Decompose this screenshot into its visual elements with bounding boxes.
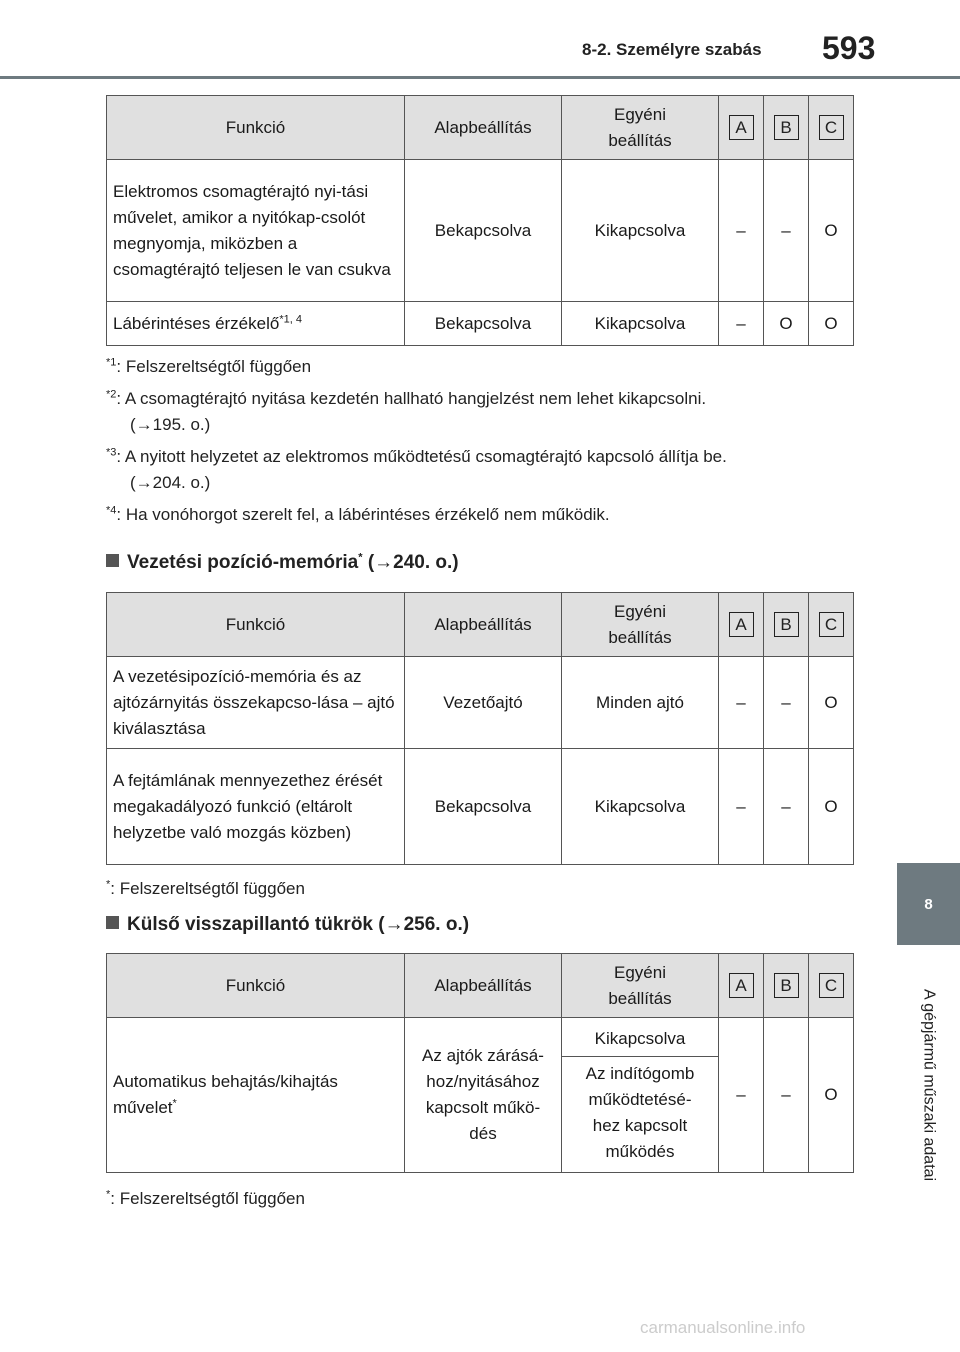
- table-header-row: [107, 593, 854, 657]
- col-function: Funkció: [107, 96, 405, 160]
- cell-b: –: [764, 160, 809, 302]
- table-row: [107, 160, 854, 302]
- section-heading-memory: Vezetési pozíció-memória* (→240. o.): [106, 552, 459, 574]
- cell-default: Bekapcsolva: [405, 160, 562, 302]
- cell-b: –: [764, 657, 809, 749]
- cell-custom: Kikapcsolva: [562, 160, 719, 302]
- footnote-2: *: Felszereltségtől függően: [106, 878, 305, 898]
- footnote: $^{*2}$: A csomagtérajtó nyitása kezdetén hallható hangjelzést nem lehet kikapcsolni. (→195. o.): [106, 388, 707, 434]
- cell-function: A fejtámlának mennyezethez érését megakadályozó funkció (eltárolt helyzetbe való mozgás közben): [107, 749, 405, 865]
- col-a: A: [719, 96, 764, 160]
- custom-option-2: Az indítógomb működtetésé-hez kapcsolt működés: [585, 1064, 695, 1161]
- cell-custom: Minden ajtó: [562, 657, 719, 749]
- chapter-number: 8: [924, 895, 933, 913]
- chapter-label: [897, 955, 960, 1215]
- col-c: C: [809, 96, 854, 160]
- col-a: A: [719, 593, 764, 657]
- cell-c: O: [809, 657, 854, 749]
- custom-option-1: Kikapcsolva: [562, 1021, 718, 1057]
- cell-a: –: [719, 1018, 764, 1173]
- cell-function: Lábérintéses érzékelő$^{*1, 4}$: [107, 302, 405, 346]
- col-function: Funkció: [107, 954, 405, 1018]
- cell-default: Az ajtók zárásá-hoz/nyitásához kapcsolt műkö-dés: [405, 1018, 562, 1173]
- col-function: Funkció: [107, 593, 405, 657]
- cell-function: A vezetésipozíció-memória és az ajtózárnyitás összekapcso-lása – ajtó kiválasztása: [107, 657, 405, 749]
- col-custom: Egyéni beállítás: [562, 954, 719, 1018]
- section-title: 8-2. Személyre szabás: [582, 40, 762, 59]
- col-default: Alapbeállítás: [405, 954, 562, 1018]
- table-row: [107, 657, 854, 749]
- cell-c: O: [809, 302, 854, 346]
- cell-c: O: [809, 749, 854, 865]
- col-a: A: [719, 954, 764, 1018]
- cell-function: Elektromos csomagtérajtó nyi-tási művelet, amikor a nyitókap-csolót megnyomja, miközben a csomagtérajtó teljesen le van csukva: [107, 160, 405, 302]
- footnotes-1: [106, 354, 846, 534]
- footnote: $^{*3}$: A nyitott helyzetet az elektromos működtetésű csomagtérajtó kapcsoló állítja be. (→204. o.): [106, 446, 727, 492]
- cell-custom: Kikapcsolva: [562, 749, 719, 865]
- col-custom: Egyéni beállítás: [562, 593, 719, 657]
- table-header-row: [107, 954, 854, 1018]
- cell-a: –: [719, 657, 764, 749]
- chapter-title: A gépjármű műszaki adatai: [920, 988, 938, 1182]
- footnote-3: *: Felszereltségtől függően: [106, 1188, 305, 1208]
- cell-b: O: [764, 302, 809, 346]
- table-row: [107, 1018, 854, 1173]
- footnote: $^{*4}$: Ha vonóhorgot szerelt fel, a lábérintéses érzékelő nem működik.: [106, 504, 610, 524]
- col-c: C: [809, 593, 854, 657]
- cell-a: –: [719, 160, 764, 302]
- col-custom: Egyéni beállítás: [562, 96, 719, 160]
- footnote: $^{*1}$: Felszereltségtől függően: [106, 356, 312, 376]
- cell-custom: [562, 1018, 719, 1173]
- table-header-row: [107, 96, 854, 160]
- bullet-square-icon: [106, 916, 119, 929]
- col-default: Alapbeállítás: [405, 96, 562, 160]
- settings-table-memory: [106, 592, 854, 865]
- col-default: Alapbeállítás: [405, 593, 562, 657]
- cell-a: –: [719, 749, 764, 865]
- col-b: B: [764, 593, 809, 657]
- cell-default: Vezetőajtó: [405, 657, 562, 749]
- table-row: [107, 749, 854, 865]
- chapter-tab[interactable]: [897, 863, 960, 945]
- col-b: B: [764, 96, 809, 160]
- cell-default: Bekapcsolva: [405, 749, 562, 865]
- cell-function: Automatikus behajtás/kihajtás művelet*: [107, 1018, 405, 1173]
- page-number: 593: [822, 30, 876, 66]
- cell-a: –: [719, 302, 764, 346]
- cell-b: –: [764, 749, 809, 865]
- cell-c: O: [809, 1018, 854, 1173]
- col-b: B: [764, 954, 809, 1018]
- cell-default: Bekapcsolva: [405, 302, 562, 346]
- header-divider: [0, 76, 960, 79]
- settings-table-mirrors: [106, 953, 854, 1173]
- bullet-square-icon: [106, 554, 119, 567]
- settings-table-tailgate: [106, 95, 854, 346]
- table-row: [107, 302, 854, 346]
- cell-custom: Kikapcsolva: [562, 302, 719, 346]
- cell-c: O: [809, 160, 854, 302]
- section-heading-mirrors: Külső visszapillantó tükrök (→256. o.): [106, 914, 469, 936]
- watermark: carmanualsonline.info: [640, 1318, 806, 1337]
- cell-b: –: [764, 1018, 809, 1173]
- col-c: C: [809, 954, 854, 1018]
